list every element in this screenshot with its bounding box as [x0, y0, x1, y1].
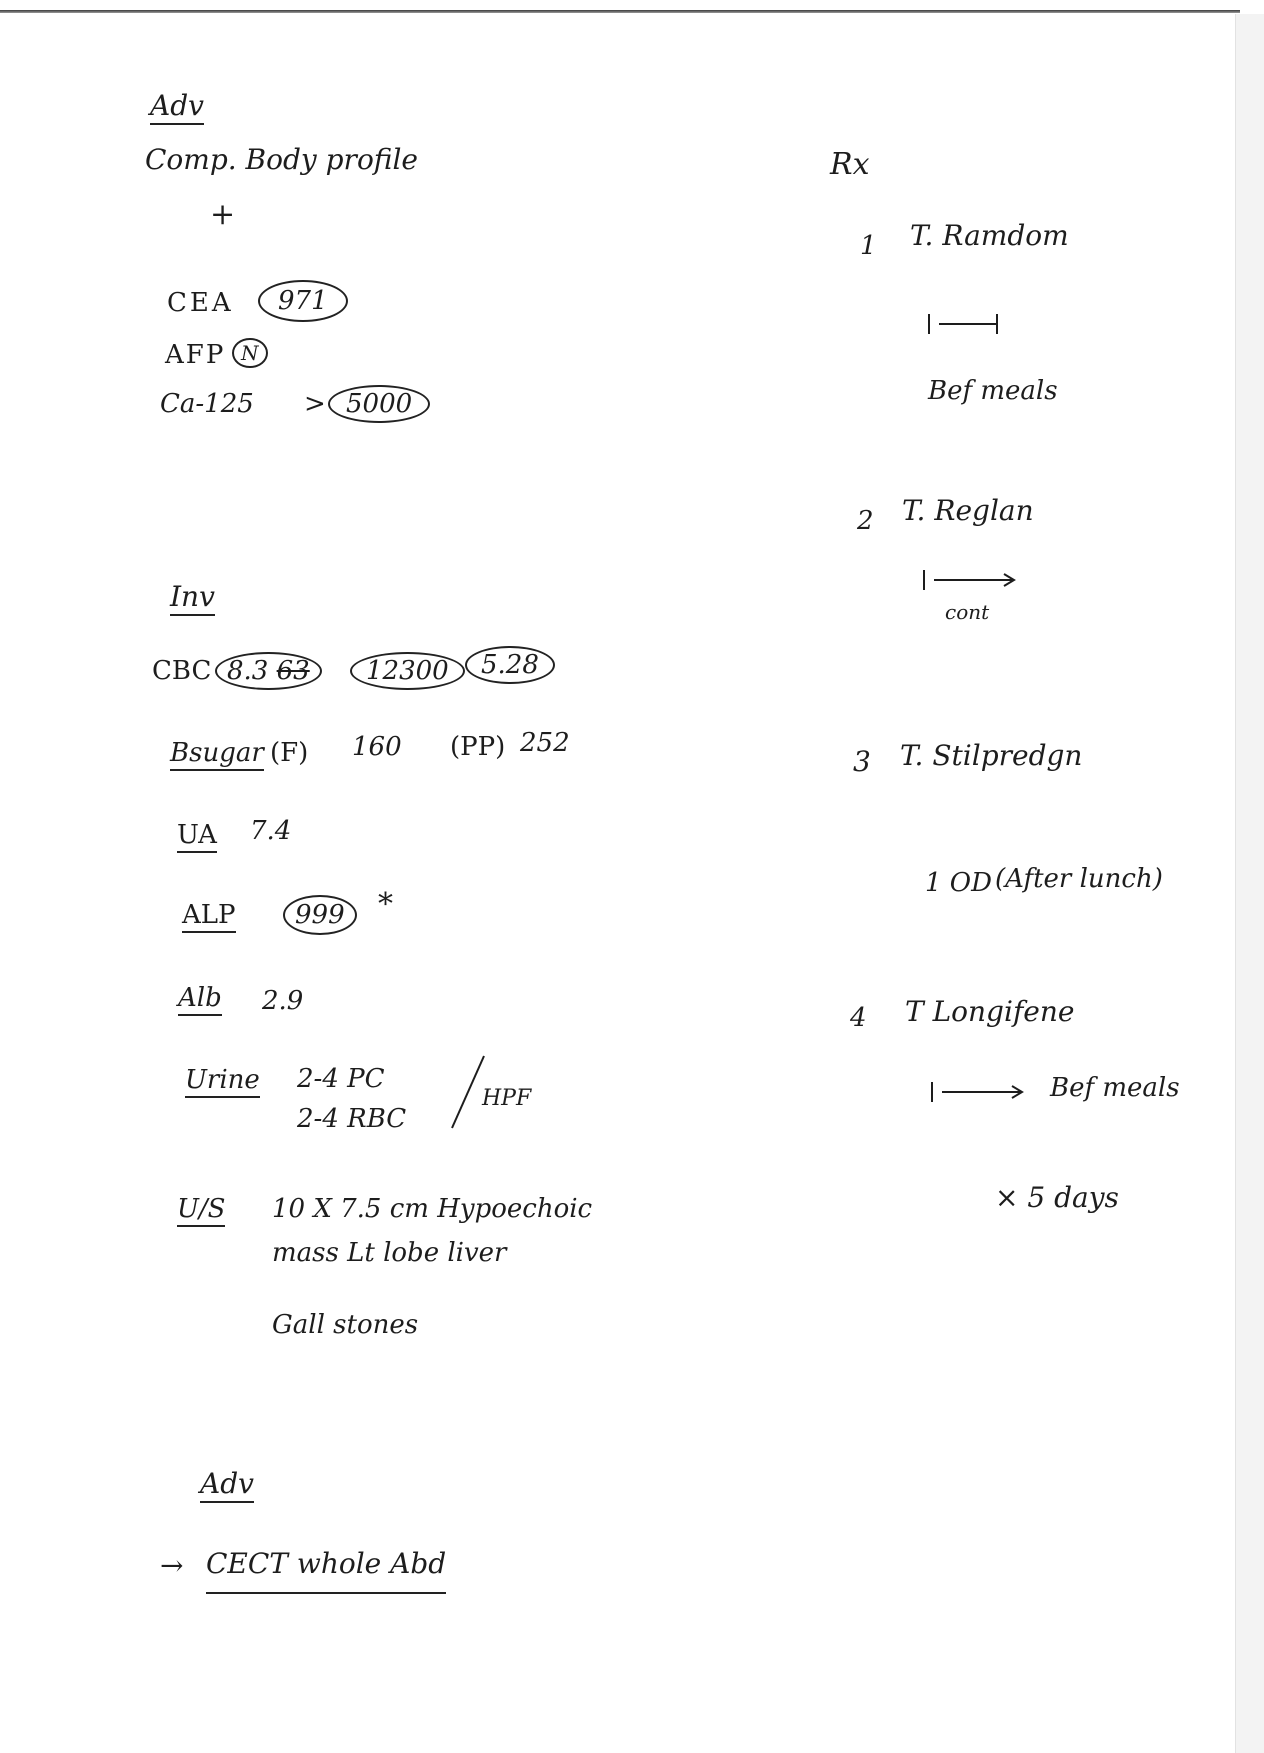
rx-item-1-duration-bar: [925, 312, 1005, 336]
inv-heading: Inv: [170, 583, 215, 616]
bsugar-fasting-label: (F): [270, 738, 309, 768]
rx-item-4-drug: T Longifene: [905, 995, 1075, 1028]
rx-item-1-note: Bef meals: [928, 376, 1058, 406]
bsugar-label: Bsugar: [170, 740, 264, 771]
ua-label: UA: [177, 822, 217, 853]
adv-heading: Adv: [150, 92, 204, 125]
rx-item-2-num: 2: [857, 506, 874, 536]
us-label: U/S: [177, 1196, 225, 1227]
cea-value: 971: [258, 280, 348, 322]
afp-label: AFP: [165, 340, 226, 370]
rx-item-1-num: 1: [860, 231, 877, 261]
afp-value: N: [232, 338, 268, 368]
cect-advice: CECT whole Abd: [206, 1550, 446, 1594]
alb-value: 2.9: [262, 986, 304, 1016]
comp-body-profile: Comp. Body profile: [145, 143, 418, 176]
page-top-edge: [0, 10, 1240, 13]
rx-item-3-drug: T. Stilpredgn: [900, 739, 1083, 772]
alp-value: 999: [283, 895, 357, 935]
rx-item-4-num: 4: [850, 1003, 867, 1033]
ua-value: 7.4: [250, 816, 292, 846]
urine-line-2: 2-4 RBC: [297, 1104, 407, 1134]
us-line-2: mass Lt lobe liver: [272, 1238, 507, 1268]
ca125-label: Ca-125: [160, 389, 254, 419]
us-line-1: 10 X 7.5 cm Hypoechoic: [272, 1194, 593, 1224]
us-line-3: Gall stones: [272, 1310, 419, 1340]
cbc-value-1-main: 8.3: [227, 656, 269, 686]
urine-unit: HPF: [482, 1086, 532, 1111]
urine-line-1: 2-4 PC: [297, 1064, 385, 1094]
cbc-value-2: 12300: [350, 652, 465, 690]
rx-item-2-note: cont: [945, 600, 990, 624]
rx-item-3-num: 3: [853, 745, 871, 778]
urine-label: Urine: [185, 1067, 260, 1098]
rx-item-2-duration-arrow: [920, 568, 1020, 592]
rx-item-3-note: (After lunch): [995, 864, 1163, 894]
plus-sign: +: [210, 197, 236, 232]
rx-heading: Rx: [830, 147, 870, 182]
bsugar-fasting-value: 160: [352, 732, 402, 762]
page-right-edge: [1235, 14, 1264, 1753]
arrow-icon: →: [160, 1549, 184, 1582]
rx-item-2-drug: T. Reglan: [902, 494, 1034, 527]
rx-item-4-duration-arrow: [928, 1080, 1028, 1104]
rx-item-4-note: Bef meals: [1050, 1073, 1180, 1103]
bsugar-pp-label: (PP): [450, 732, 506, 762]
cbc-value-1-struck: 63: [276, 656, 310, 686]
cbc-value-1: [215, 652, 322, 690]
ca125-value: 5000: [328, 385, 430, 423]
ca125-sign: >: [304, 389, 326, 419]
alp-flag: *: [378, 887, 393, 922]
bsugar-pp-value: 252: [520, 728, 570, 758]
cbc-value-3: 5.28: [465, 646, 555, 684]
rx-item-3-dose: 1 OD: [925, 868, 992, 898]
cea-label: CEA: [167, 288, 234, 318]
cbc-label: CBC: [152, 656, 212, 686]
adv-heading-2: Adv: [200, 1470, 254, 1503]
rx-duration: × 5 days: [995, 1181, 1119, 1214]
alp-label: ALP: [182, 902, 236, 933]
rx-item-1-drug: T. Ramdom: [910, 219, 1069, 252]
alb-label: Alb: [178, 985, 222, 1016]
